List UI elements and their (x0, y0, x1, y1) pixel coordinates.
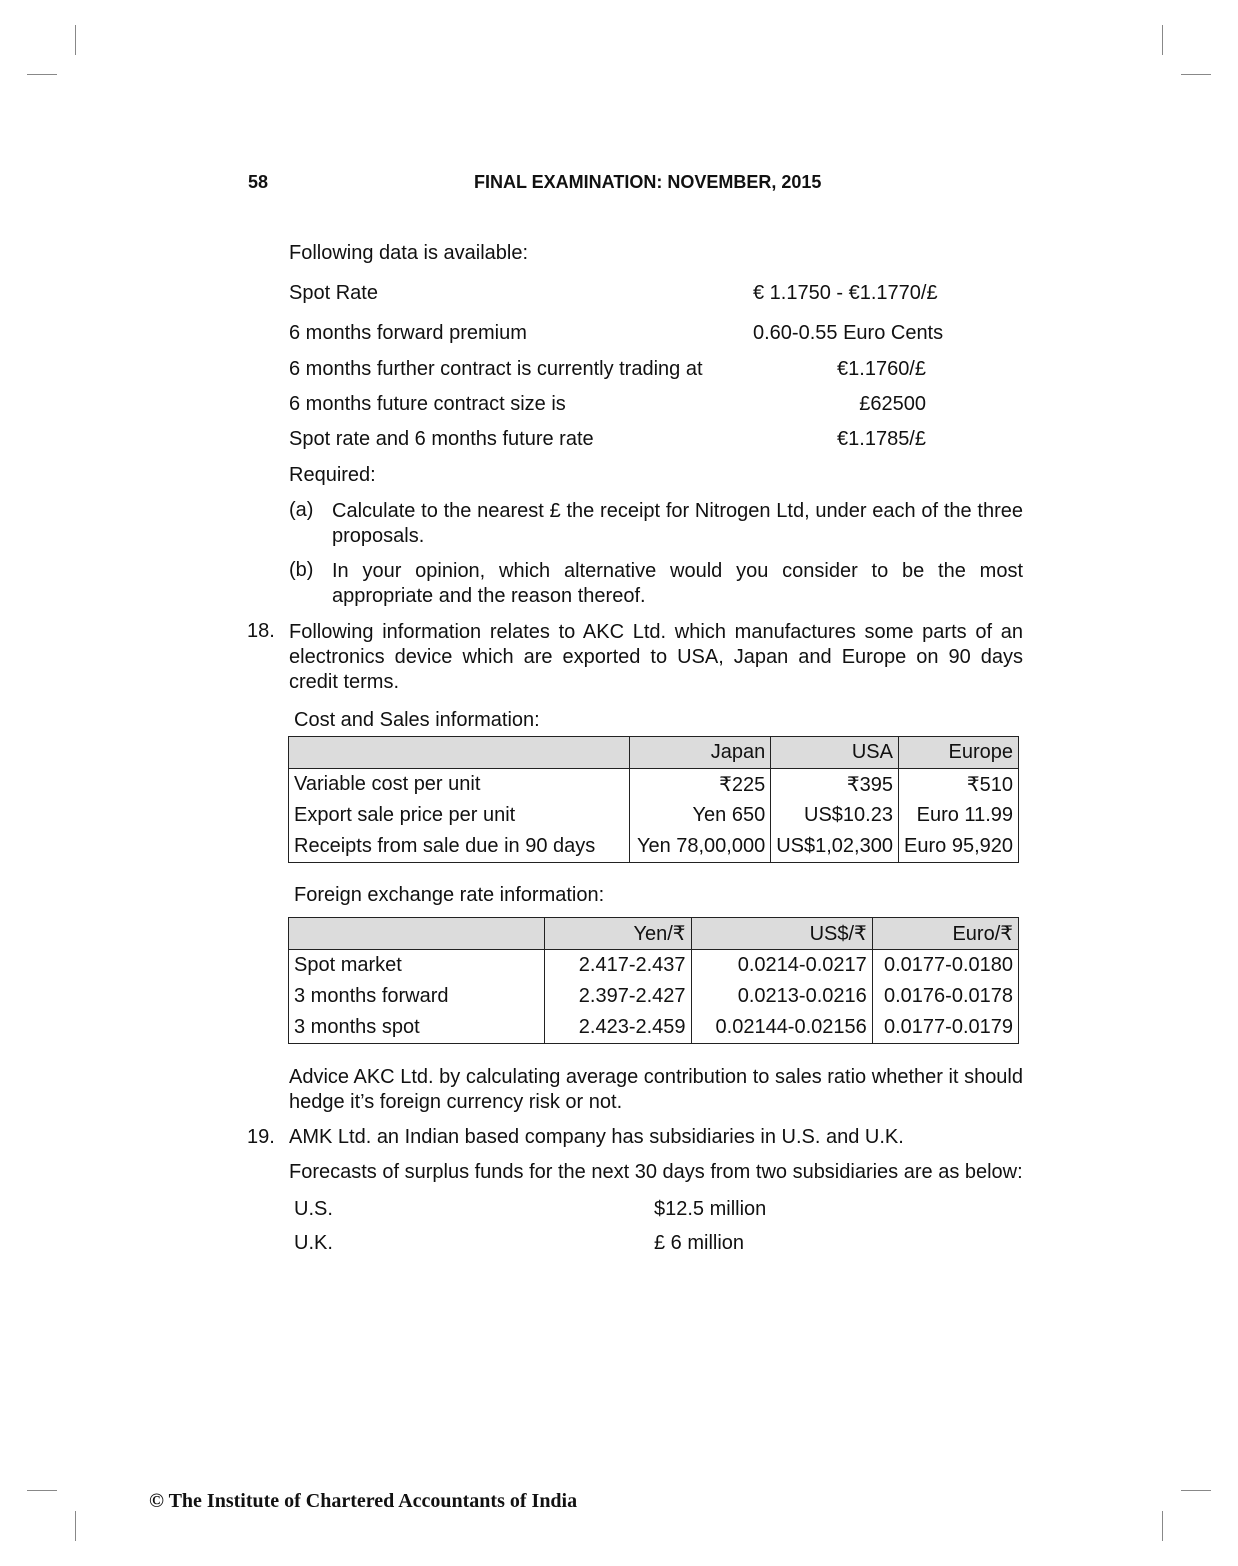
crop-mark (27, 74, 57, 75)
table-cell: 2.397-2.427 (545, 981, 691, 1012)
table-cell: 3 months spot (289, 1012, 545, 1044)
table-cell: Spot market (289, 950, 545, 982)
question-number: 19. (247, 1126, 275, 1148)
table-cell: US$1,02,300 (771, 831, 899, 863)
table-caption: Cost and Sales information: (294, 709, 540, 731)
data-item-label: 6 months further contract is currently trading at (289, 358, 703, 380)
crop-mark (27, 1490, 57, 1491)
cost-sales-table (288, 736, 1019, 863)
table-cell: Yen 650 (630, 800, 771, 831)
table-row (289, 769, 1019, 801)
question-text: AMK Ltd. an Indian based company has subsidiaries in U.S. and U.K. (289, 1126, 904, 1148)
required-marker: (b) (289, 559, 314, 581)
table-header-cell: US$/₹ (691, 918, 872, 950)
table-cell: 0.0214-0.0217 (691, 950, 872, 982)
fund-value: £ 6 million (654, 1232, 745, 1254)
table-row (289, 1012, 1019, 1044)
fund-value: $12.5 million (654, 1198, 767, 1220)
table-header-row (289, 737, 1019, 769)
crop-mark (1162, 25, 1163, 55)
table-header-row (289, 918, 1019, 950)
required-label: Required: (289, 464, 376, 486)
data-item-value: €1.1760/£ (837, 358, 926, 380)
page-title: FINAL EXAMINATION: NOVEMBER, 2015 (474, 172, 822, 192)
data-item-label: 6 months future contract size is (289, 393, 566, 415)
question-text: Following information relates to AKC Ltd. which manufactures some parts of an electronics device which are exported to USA, Japan and Europe on 90 days credit terms. (289, 621, 1023, 693)
table-cell: Variable cost per unit (289, 769, 630, 801)
crop-mark (1162, 1511, 1163, 1541)
table-cell: Receipts from sale due in 90 days (289, 831, 630, 863)
crop-mark (75, 25, 76, 55)
question-number: 18. (247, 620, 275, 642)
table-header-cell: USA (771, 737, 899, 769)
fund-label: U.S. (294, 1198, 333, 1220)
table-caption: Foreign exchange rate information: (294, 884, 605, 906)
data-item-label: Spot Rate (289, 282, 378, 304)
table-cell: US$10.23 (771, 800, 899, 831)
table-cell: 0.0177-0.0180 (872, 950, 1018, 982)
advice-text: Advice AKC Ltd. by calculating average contribution to sales ratio whether it should hedge it’s foreign currency risk or not. (289, 1066, 1023, 1113)
table-cell: ₹510 (898, 769, 1018, 801)
data-item-value: €1.1785/£ (837, 428, 926, 450)
data-item-value: € 1.1750 - €1.1770/£ (753, 282, 938, 304)
crop-mark (1181, 1490, 1211, 1491)
table-header-cell: Japan (630, 737, 771, 769)
table-row (289, 981, 1019, 1012)
data-item-label: Spot rate and 6 months future rate (289, 428, 594, 450)
required-item-text: In your opinion, which alternative would you consider to be the most appropriate and the reason thereof. (332, 560, 1023, 607)
table-cell: 0.0177-0.0179 (872, 1012, 1018, 1044)
table-header-cell (289, 737, 630, 769)
data-item-value: 0.60-0.55 Euro Cents (753, 322, 944, 344)
table-cell: 0.0213-0.0216 (691, 981, 872, 1012)
intro-text: Following data is available: (289, 242, 529, 264)
footer-copyright: © The Institute of Chartered Accountants of India (149, 1490, 578, 1512)
table-header-cell: Euro/₹ (872, 918, 1018, 950)
table-cell: 3 months forward (289, 981, 545, 1012)
table-cell: 2.423-2.459 (545, 1012, 691, 1044)
table-cell: Euro 95,920 (898, 831, 1018, 863)
crop-mark (75, 1511, 76, 1541)
table-cell: ₹395 (771, 769, 899, 801)
required-item-text: Calculate to the nearest £ the receipt for Nitrogen Ltd, under each of the three proposals. (332, 500, 1023, 547)
table-cell: Yen 78,00,000 (630, 831, 771, 863)
crop-mark (1181, 74, 1211, 75)
table-cell: Export sale price per unit (289, 800, 630, 831)
data-item-value: £62500 (859, 393, 926, 415)
table-cell: ₹225 (630, 769, 771, 801)
table-cell: 0.02144-0.02156 (691, 1012, 872, 1044)
table-cell: 0.0176-0.0178 (872, 981, 1018, 1012)
table-row (289, 831, 1019, 863)
table-header-cell: Europe (898, 737, 1018, 769)
table-row (289, 950, 1019, 982)
table-header-cell (289, 918, 545, 950)
table-cell: Euro 11.99 (898, 800, 1018, 831)
fund-label: U.K. (294, 1232, 333, 1254)
data-item-label: 6 months forward premium (289, 322, 527, 344)
table-header-cell: Yen/₹ (545, 918, 691, 950)
page-number: 58 (248, 172, 269, 192)
table-cell: 2.417-2.437 (545, 950, 691, 982)
table-row (289, 800, 1019, 831)
forecast-text: Forecasts of surplus funds for the next 30 days from two subsidiaries are as below: (289, 1161, 1023, 1183)
required-marker: (a) (289, 499, 314, 521)
fx-rate-table (288, 917, 1019, 1044)
